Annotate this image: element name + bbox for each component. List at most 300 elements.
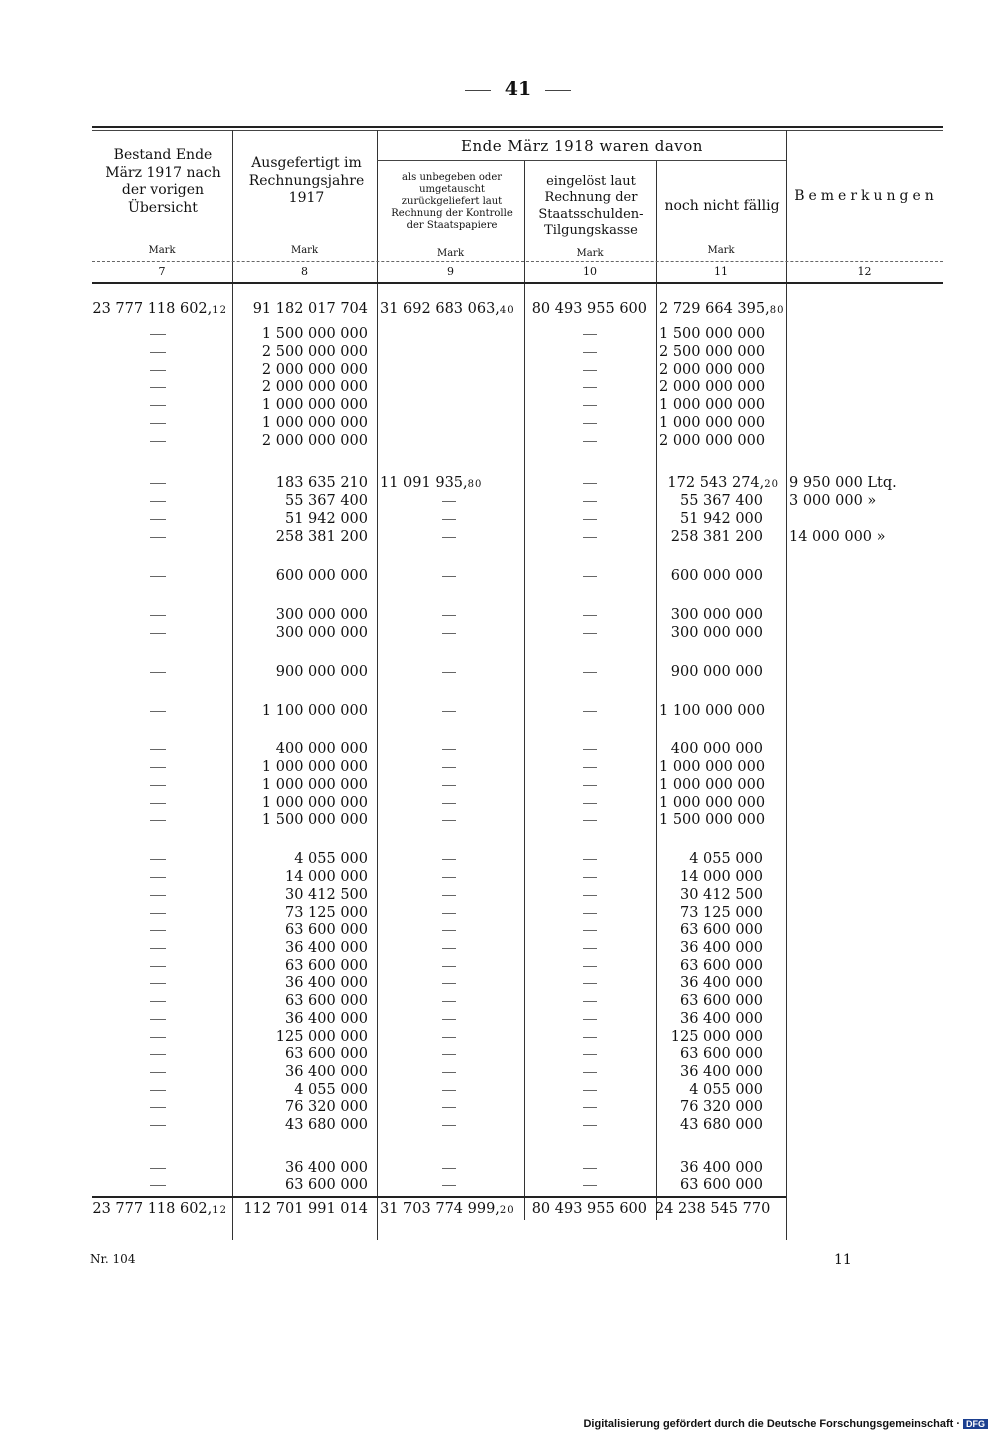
unit-label: Mark — [576, 248, 604, 259]
empty-cell-dash — [150, 895, 166, 896]
cell-ausgefertigt — [235, 1082, 368, 1098]
cell-ausgefertigt — [235, 993, 368, 1009]
cell-nicht-faellig — [659, 326, 766, 342]
table-row — [0, 795, 1000, 813]
empty-cell-dash — [583, 767, 597, 768]
cell-nicht-faellig-value: 36 400 000 — [679, 975, 763, 991]
cell-nicht-faellig-value: 1 000 000 000 — [659, 397, 766, 413]
empty-cell-dash — [583, 749, 597, 750]
cell-zurueckgeliefert — [380, 475, 520, 491]
cell-ausgefertigt-value: 1 000 000 000 — [261, 759, 368, 775]
empty-cell-dash — [150, 483, 166, 484]
cell-nicht-faellig — [659, 607, 763, 623]
empty-cell-dash — [442, 913, 456, 914]
empty-cell-dash — [442, 633, 456, 634]
table-row — [0, 625, 1000, 643]
empty-cell-dash — [150, 1185, 166, 1186]
empty-cell-dash — [150, 519, 166, 520]
empty-cell-dash — [150, 537, 166, 538]
cell-nicht-faellig-value: 76 320 000 — [679, 1099, 763, 1115]
cell-nicht-faellig-value: 2 729 664 395, — [659, 301, 770, 317]
empty-cell-dash — [583, 1125, 597, 1126]
cell-nicht-faellig — [659, 1117, 763, 1133]
empty-cell-dash — [583, 1001, 597, 1002]
cell-ausgefertigt-value: 63 600 000 — [284, 922, 368, 938]
table-row — [0, 529, 1000, 547]
cell-nicht-faellig — [659, 1046, 763, 1062]
empty-cell-dash — [442, 803, 456, 804]
empty-cell-dash — [583, 913, 597, 914]
cell-ausgefertigt — [235, 1117, 368, 1133]
cell-nicht-faellig-value: 125 000 000 — [670, 1029, 763, 1045]
cell-ausgefertigt-value: 1 000 000 000 — [261, 795, 368, 811]
cell-ausgefertigt-value: 900 000 000 — [275, 664, 368, 680]
empty-cell-dash — [150, 672, 166, 673]
cell-ausgefertigt — [235, 1029, 368, 1045]
empty-cell-dash — [583, 930, 597, 931]
cell-nicht-faellig-value: 1 000 000 000 — [659, 795, 766, 811]
cell-nicht-faellig-value: 36 400 000 — [679, 940, 763, 956]
cell-ausgefertigt-value: 125 000 000 — [275, 1029, 368, 1045]
empty-cell-dash — [442, 711, 456, 712]
cell-ausgefertigt — [235, 795, 368, 811]
empty-cell-dash — [442, 983, 456, 984]
cell-nicht-faellig-value: 36 400 000 — [679, 1064, 763, 1080]
empty-cell-dash — [150, 711, 166, 712]
empty-cell-dash — [442, 749, 456, 750]
cell-nicht-faellig-value: 51 942 000 — [679, 511, 763, 527]
cell-ausgefertigt-value: 183 635 210 — [275, 475, 368, 491]
total-zurueckgeliefert-value: 31 703 774 999, — [380, 1201, 500, 1217]
cell-nicht-faellig — [659, 664, 763, 680]
cell-ausgefertigt-value: 2 000 000 000 — [261, 379, 368, 395]
table-row — [0, 703, 1000, 721]
cell-ausgefertigt — [235, 1160, 368, 1176]
table-row — [0, 397, 1000, 415]
unit-label: Mark — [290, 245, 319, 256]
empty-cell-dash — [150, 859, 166, 860]
cell-eingeloest-value: 80 493 955 600 — [531, 301, 647, 317]
unit-rule — [92, 261, 943, 262]
empty-cell-dash — [583, 1037, 597, 1038]
empty-cell-dash — [583, 1054, 597, 1055]
cell-nicht-faellig-value: 1 100 000 000 — [659, 703, 766, 719]
cell-nicht-faellig — [659, 1099, 763, 1115]
empty-cell-dash — [583, 1072, 597, 1073]
empty-cell-dash — [150, 1001, 166, 1002]
empty-cell-dash — [583, 501, 597, 502]
cell-bemerkungen-value: 3 000 000 » — [789, 493, 877, 509]
empty-cell-dash — [150, 966, 166, 967]
table-row — [0, 1177, 1000, 1195]
empty-cell-dash — [150, 983, 166, 984]
empty-cell-dash — [583, 370, 597, 371]
cell-ausgefertigt — [235, 940, 368, 956]
table-row — [0, 993, 1000, 1011]
table-row — [0, 905, 1000, 923]
empty-cell-dash — [442, 767, 456, 768]
cell-nicht-faellig — [659, 433, 766, 449]
table-row — [0, 777, 1000, 795]
cell-ausgefertigt-value: 1 000 000 000 — [261, 777, 368, 793]
cell-nicht-faellig — [659, 869, 763, 885]
total-row — [0, 1201, 1000, 1219]
cell-ausgefertigt-value: 51 942 000 — [284, 511, 368, 527]
cell-ausgefertigt-value: 30 412 500 — [284, 887, 368, 903]
cell-nicht-faellig — [659, 511, 763, 527]
cell-nicht-faellig-value: 2 000 000 000 — [659, 362, 766, 378]
cell-nicht-faellig — [659, 475, 779, 491]
cell-nicht-faellig-value: 900 000 000 — [670, 664, 763, 680]
cell-ausgefertigt — [235, 511, 368, 527]
cell-zurueckgeliefert-decimal: 40 — [499, 305, 515, 316]
cell-nicht-faellig — [659, 958, 763, 974]
header-col11: noch nicht fällig — [664, 198, 780, 214]
empty-cell-dash — [442, 948, 456, 949]
column-number: 11 — [714, 265, 728, 278]
cell-bestand-decimal: 12 — [212, 305, 227, 316]
cell-eingeloest — [527, 301, 647, 317]
cell-ausgefertigt — [235, 301, 368, 317]
cell-nicht-faellig — [659, 362, 766, 378]
empty-cell-dash — [150, 913, 166, 914]
cell-ausgefertigt-value: 73 125 000 — [284, 905, 368, 921]
empty-cell-dash — [150, 785, 166, 786]
table-row — [0, 1011, 1000, 1029]
empty-cell-dash — [150, 820, 166, 821]
cell-nicht-faellig — [659, 625, 763, 641]
empty-cell-dash — [583, 483, 597, 484]
unit-label: Mark — [148, 245, 176, 256]
table-row — [0, 493, 1000, 511]
cell-nicht-faellig-value: 63 600 000 — [679, 922, 763, 938]
cell-nicht-faellig — [659, 1064, 763, 1080]
empty-cell-dash — [442, 877, 456, 878]
header-col7: Bestand Ende März 1917 nach der vorigen Übersicht — [105, 147, 221, 216]
header-col10: eingelöst laut Rechnung der Staatsschulden-Tilgungskasse — [538, 174, 644, 238]
empty-cell-dash — [583, 387, 597, 388]
cell-ausgefertigt — [235, 1011, 368, 1027]
footer-number: Nr. 104 — [90, 1252, 136, 1266]
cell-zurueckgeliefert-value: 31 692 683 063, — [380, 301, 500, 317]
cell-nicht-faellig-value: 2 500 000 000 — [659, 344, 766, 360]
cell-ausgefertigt — [235, 887, 368, 903]
unit-label: Mark — [707, 245, 735, 256]
empty-cell-dash — [442, 1090, 456, 1091]
total-bestand-value: 23 777 118 602, — [92, 1201, 213, 1217]
cell-zurueckgeliefert — [380, 301, 520, 317]
table-row — [0, 975, 1000, 993]
empty-cell-dash — [150, 387, 166, 388]
table-row — [0, 1046, 1000, 1064]
empty-cell-dash — [150, 877, 166, 878]
cell-ausgefertigt — [235, 922, 368, 938]
cell-ausgefertigt-value: 63 600 000 — [284, 993, 368, 1009]
cell-nicht-faellig-value: 300 000 000 — [670, 607, 763, 623]
empty-cell-dash — [583, 334, 597, 335]
cell-ausgefertigt — [235, 326, 368, 342]
empty-cell-dash — [442, 820, 456, 821]
empty-cell-dash — [150, 501, 166, 502]
cell-nicht-faellig — [659, 1011, 763, 1027]
column-number: 12 — [857, 265, 872, 278]
cell-nicht-faellig — [659, 812, 766, 828]
cell-ausgefertigt-value: 36 400 000 — [284, 975, 368, 991]
table-row — [0, 511, 1000, 529]
credit-text: Digitalisierung gefördert durch die Deutsche Forschungsgemeinschaft · — [583, 1418, 960, 1430]
empty-cell-dash — [150, 1168, 166, 1169]
cell-ausgefertigt — [235, 1046, 368, 1062]
cell-nicht-faellig — [659, 493, 763, 509]
cell-ausgefertigt-value: 1 500 000 000 — [261, 326, 368, 342]
table-top-rule — [92, 126, 943, 128]
cell-ausgefertigt — [235, 397, 368, 413]
cell-ausgefertigt-value: 2 500 000 000 — [261, 344, 368, 360]
empty-cell-dash — [583, 672, 597, 673]
cell-ausgefertigt-value: 4 055 000 — [294, 851, 368, 867]
cell-nicht-faellig — [659, 415, 766, 431]
cell-ausgefertigt-value: 14 000 000 — [284, 869, 368, 885]
empty-cell-dash — [583, 966, 597, 967]
cell-nicht-faellig — [659, 1082, 763, 1098]
cell-nicht-faellig-value: 63 600 000 — [679, 993, 763, 1009]
cell-ausgefertigt-value: 300 000 000 — [275, 607, 368, 623]
table-row — [0, 379, 1000, 397]
cell-ausgefertigt-value: 400 000 000 — [275, 741, 368, 757]
empty-cell-dash — [150, 948, 166, 949]
cell-bemerkungen-value: 9 950 000 Ltq. — [789, 475, 897, 491]
empty-cell-dash — [150, 334, 166, 335]
cell-ausgefertigt — [235, 905, 368, 921]
empty-cell-dash — [442, 966, 456, 967]
cell-ausgefertigt-value: 36 400 000 — [284, 1011, 368, 1027]
empty-cell-dash — [442, 1072, 456, 1073]
cell-ausgefertigt-value: 36 400 000 — [284, 940, 368, 956]
table-row — [0, 568, 1000, 586]
cell-ausgefertigt — [235, 475, 368, 491]
cell-ausgefertigt-value: 43 680 000 — [284, 1117, 368, 1133]
cell-nicht-faellig — [659, 905, 763, 921]
cell-ausgefertigt-value: 600 000 000 — [275, 568, 368, 584]
cell-ausgefertigt — [235, 433, 368, 449]
header-col9: als unbegeben oder umgetauscht zurückgeliefert laut Rechnung der Kontrolle der Staatspapiere — [391, 172, 513, 231]
table-row — [0, 301, 1000, 319]
cell-ausgefertigt-value: 2 000 000 000 — [261, 362, 368, 378]
cell-ausgefertigt-value: 300 000 000 — [275, 625, 368, 641]
total-ausgefertigt-value: 112 701 991 014 — [243, 1201, 368, 1217]
empty-cell-dash — [583, 1019, 597, 1020]
column-number: 10 — [583, 265, 597, 278]
table-top-rule-thin — [92, 130, 943, 131]
empty-cell-dash — [442, 859, 456, 860]
empty-cell-dash — [583, 785, 597, 786]
table-row — [0, 869, 1000, 887]
empty-cell-dash — [150, 576, 166, 577]
empty-cell-dash — [583, 948, 597, 949]
cell-nicht-faellig-value: 1 000 000 000 — [659, 415, 766, 431]
cell-nicht-faellig — [659, 397, 766, 413]
cell-nicht-faellig — [659, 922, 763, 938]
table-row — [0, 958, 1000, 976]
cell-nicht-faellig-value: 1 000 000 000 — [659, 777, 766, 793]
cell-ausgefertigt-value: 76 320 000 — [284, 1099, 368, 1115]
table-row — [0, 940, 1000, 958]
empty-cell-dash — [442, 576, 456, 577]
empty-cell-dash — [442, 1168, 456, 1169]
cell-nicht-faellig-value: 1 500 000 000 — [659, 812, 766, 828]
cell-nicht-faellig — [659, 379, 766, 395]
header-col8: Ausgefertigt im Rechnungsjahre 1917 — [248, 155, 365, 206]
cell-nicht-faellig — [659, 777, 766, 793]
table-row — [0, 415, 1000, 433]
empty-cell-dash — [150, 803, 166, 804]
total-zurueckgeliefert-decimal: 20 — [499, 1205, 515, 1216]
empty-cell-dash — [583, 1185, 597, 1186]
empty-cell-dash — [442, 519, 456, 520]
cell-nicht-faellig — [659, 301, 785, 317]
cell-ausgefertigt-value: 1 000 000 000 — [261, 415, 368, 431]
cell-ausgefertigt — [235, 1064, 368, 1080]
cell-nicht-faellig — [659, 975, 763, 991]
cell-ausgefertigt — [235, 741, 368, 757]
header-col12: Bemerkungen — [794, 188, 938, 204]
column-number: 7 — [158, 265, 166, 278]
empty-cell-dash — [150, 1037, 166, 1038]
empty-cell-dash — [442, 1037, 456, 1038]
table-row — [0, 812, 1000, 830]
cell-zurueckgeliefert-value: 11 091 935, — [380, 475, 468, 491]
empty-cell-dash — [150, 405, 166, 406]
empty-cell-dash — [583, 803, 597, 804]
cell-nicht-faellig — [659, 759, 766, 775]
cell-ausgefertigt-value: 258 381 200 — [275, 529, 368, 545]
cell-ausgefertigt — [235, 703, 368, 719]
cell-ausgefertigt — [235, 344, 368, 360]
digitization-credit — [583, 1418, 988, 1430]
empty-cell-dash — [150, 930, 166, 931]
empty-cell-dash — [150, 370, 166, 371]
cell-nicht-faellig-value: 4 055 000 — [689, 1082, 763, 1098]
cell-bestand — [92, 301, 227, 317]
cell-zurueckgeliefert-decimal: 80 — [467, 479, 483, 490]
empty-cell-dash — [442, 930, 456, 931]
empty-cell-dash — [442, 1107, 456, 1108]
cell-nicht-faellig — [659, 344, 766, 360]
table-row — [0, 1117, 1000, 1135]
empty-cell-dash — [583, 633, 597, 634]
header-group: Ende März 1918 waren davon — [461, 137, 703, 155]
empty-cell-dash — [442, 1185, 456, 1186]
cell-nicht-faellig-value: 1 500 000 000 — [659, 326, 766, 342]
cell-nicht-faellig-value: 2 000 000 000 — [659, 433, 766, 449]
table-row — [0, 326, 1000, 344]
cell-ausgefertigt — [235, 975, 368, 991]
empty-cell-dash — [583, 859, 597, 860]
empty-cell-dash — [442, 672, 456, 673]
group-header-rule — [377, 160, 786, 161]
table-row — [0, 433, 1000, 451]
total-zurueckgeliefert — [380, 1201, 520, 1217]
empty-cell-dash — [583, 615, 597, 616]
empty-cell-dash — [442, 1001, 456, 1002]
table-row — [0, 1099, 1000, 1117]
header-bottom-rule — [92, 282, 943, 284]
cell-nicht-faellig — [659, 1160, 763, 1176]
empty-cell-dash — [442, 1054, 456, 1055]
empty-cell-dash — [150, 633, 166, 634]
table-row — [0, 362, 1000, 380]
empty-cell-dash — [583, 352, 597, 353]
table-row — [0, 1064, 1000, 1082]
cell-ausgefertigt — [235, 759, 368, 775]
cell-ausgefertigt — [235, 1177, 368, 1193]
cell-ausgefertigt — [235, 529, 368, 545]
empty-cell-dash — [583, 576, 597, 577]
table-row — [0, 922, 1000, 940]
empty-cell-dash — [442, 895, 456, 896]
cell-ausgefertigt — [235, 664, 368, 680]
total-rule — [92, 1196, 786, 1198]
cell-nicht-faellig-value: 30 412 500 — [679, 887, 763, 903]
empty-cell-dash — [150, 615, 166, 616]
empty-cell-dash — [150, 749, 166, 750]
empty-cell-dash — [150, 1072, 166, 1073]
unit-label: Mark — [436, 248, 465, 259]
footer-sheet: 11 — [834, 1252, 852, 1268]
cell-nicht-faellig-decimal: 20 — [764, 479, 779, 490]
cell-nicht-faellig-value: 63 600 000 — [679, 1177, 763, 1193]
empty-cell-dash — [442, 1019, 456, 1020]
cell-nicht-faellig-value: 300 000 000 — [670, 625, 763, 641]
cell-nicht-faellig-value: 63 600 000 — [679, 958, 763, 974]
cell-nicht-faellig-value: 258 381 200 — [670, 529, 763, 545]
total-eingeloest — [527, 1201, 647, 1217]
empty-cell-dash — [442, 615, 456, 616]
cell-ausgefertigt-value: 63 600 000 — [284, 958, 368, 974]
empty-cell-dash — [150, 1125, 166, 1126]
cell-ausgefertigt-value: 2 000 000 000 — [261, 433, 368, 449]
empty-cell-dash — [150, 1090, 166, 1091]
cell-nicht-faellig-value: 73 125 000 — [679, 905, 763, 921]
cell-ausgefertigt — [235, 869, 368, 885]
cell-nicht-faellig-value: 4 055 000 — [689, 851, 763, 867]
cell-ausgefertigt-value: 1 000 000 000 — [261, 397, 368, 413]
cell-ausgefertigt-value: 4 055 000 — [294, 1082, 368, 1098]
cell-ausgefertigt-value: 91 182 017 704 — [252, 301, 368, 317]
cell-ausgefertigt-value: 1 100 000 000 — [261, 703, 368, 719]
cell-nicht-faellig-value: 63 600 000 — [679, 1046, 763, 1062]
cell-ausgefertigt — [235, 777, 368, 793]
page-number-text: 41 — [504, 78, 532, 100]
empty-cell-dash — [583, 983, 597, 984]
empty-cell-dash — [442, 1125, 456, 1126]
empty-cell-dash — [583, 877, 597, 878]
cell-ausgefertigt — [235, 851, 368, 867]
table-row — [0, 344, 1000, 362]
empty-cell-dash — [150, 1019, 166, 1020]
cell-nicht-faellig — [659, 529, 763, 545]
cell-nicht-faellig-value: 400 000 000 — [670, 741, 763, 757]
empty-cell-dash — [583, 895, 597, 896]
cell-ausgefertigt-value: 1 500 000 000 — [261, 812, 368, 828]
cell-ausgefertigt — [235, 568, 368, 584]
empty-cell-dash — [583, 820, 597, 821]
total-bestand — [92, 1201, 227, 1217]
total-bestand-decimal: 12 — [212, 1205, 227, 1216]
cell-bemerkungen-value: 14 000 000 » — [789, 529, 886, 545]
column-number: 8 — [301, 265, 308, 278]
empty-cell-dash — [583, 1107, 597, 1108]
